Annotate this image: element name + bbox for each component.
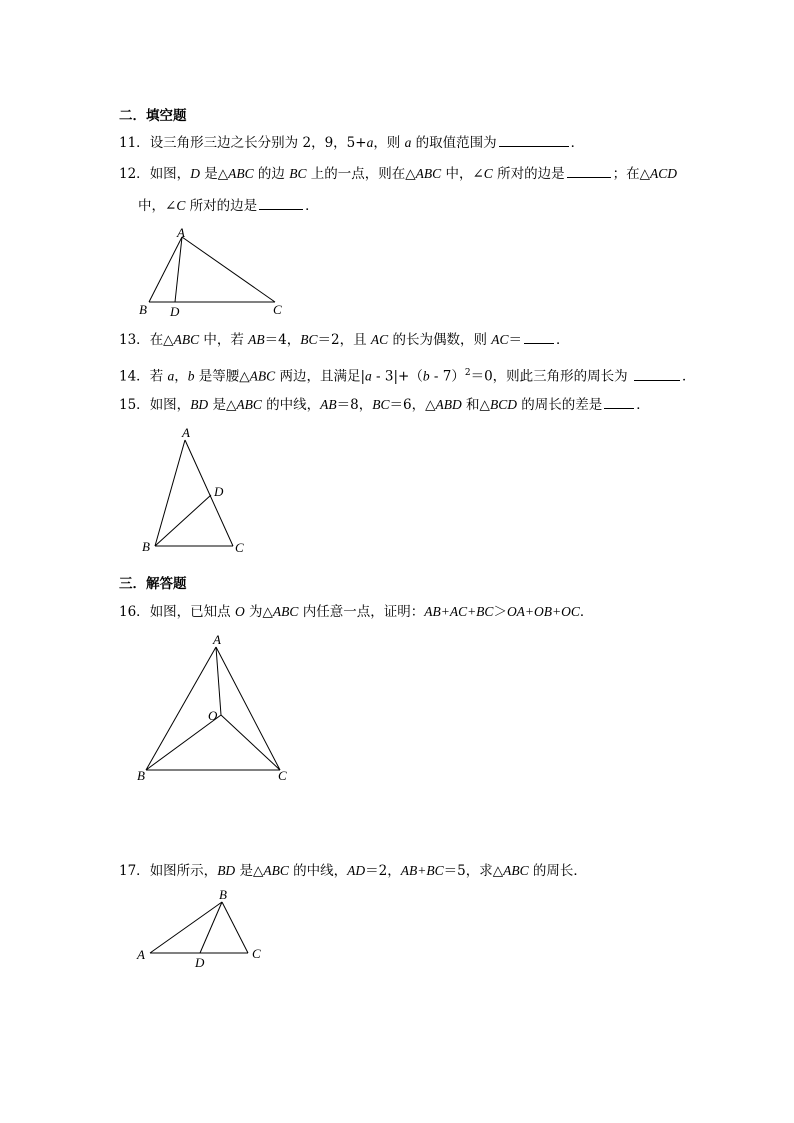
label-a: A bbox=[177, 225, 185, 240]
question-13: 13．在△ABC 中，若 AB＝4，BC＝2，且 AC 的长为偶数，则 AC＝ ． bbox=[119, 332, 570, 348]
label-c: C bbox=[252, 946, 261, 961]
section-title-solve: 三．解答题 bbox=[119, 576, 187, 592]
answer-blank[interactable] bbox=[567, 165, 611, 178]
label-d: D bbox=[195, 955, 205, 970]
label-d: D bbox=[214, 484, 224, 499]
label-c: C bbox=[273, 302, 282, 317]
question-11: 11．设三角形三边之长分别为 2，9，5+a，则 a 的取值范围为 ． bbox=[119, 135, 585, 151]
figure-q12-triangle bbox=[130, 225, 300, 320]
label-b: B bbox=[137, 768, 145, 783]
section-title-fill-blank: 二．填空题 bbox=[119, 108, 187, 124]
answer-blank[interactable] bbox=[524, 331, 554, 344]
label-b: B bbox=[142, 539, 150, 554]
label-a: A bbox=[213, 632, 221, 647]
label-d: D bbox=[170, 304, 180, 319]
label-b: B bbox=[219, 887, 227, 902]
figure-q15-triangle bbox=[135, 422, 255, 557]
question-14: 14．若 a，b 是等腰△ABC 两边，且满足|a - 3|+（b - 7）$^2$＝0，则此三角形的周长为 ． bbox=[119, 368, 696, 385]
label-a: A bbox=[182, 425, 190, 440]
question-17: 17．如图所示，BD 是△ABC 的中线，AD＝2，AB+BC＝5，求△ABC 的周长． bbox=[119, 863, 587, 879]
question-12-line1: 12．如图，D 是△ABC 的边 BC 上的一点，则在△ABC 中，∠C 所对的边是 ；在△ACD bbox=[119, 166, 677, 182]
answer-blank[interactable] bbox=[499, 134, 569, 147]
question-12-line2: 中，∠C 所对的边是 ． bbox=[138, 198, 319, 214]
label-a: A bbox=[137, 947, 145, 962]
figure-q17-triangle bbox=[130, 885, 280, 970]
question-15: 15．如图，BD 是△ABC 的中线，AB＝8，BC＝6，△ABD 和△BCD 的周长的差是 ． bbox=[119, 397, 650, 413]
label-b: B bbox=[139, 302, 147, 317]
label-c: C bbox=[235, 540, 244, 555]
figure-q16-triangle bbox=[130, 632, 300, 787]
answer-blank[interactable] bbox=[634, 368, 680, 381]
label-c: C bbox=[278, 768, 287, 783]
question-16: 16．如图，已知点 O 为△ABC 内任意一点，证明：AB+AC+BC＞OA+OB+OC． bbox=[119, 604, 594, 620]
answer-blank[interactable] bbox=[259, 197, 303, 210]
answer-blank[interactable] bbox=[604, 396, 634, 409]
label-o: O bbox=[208, 708, 218, 723]
